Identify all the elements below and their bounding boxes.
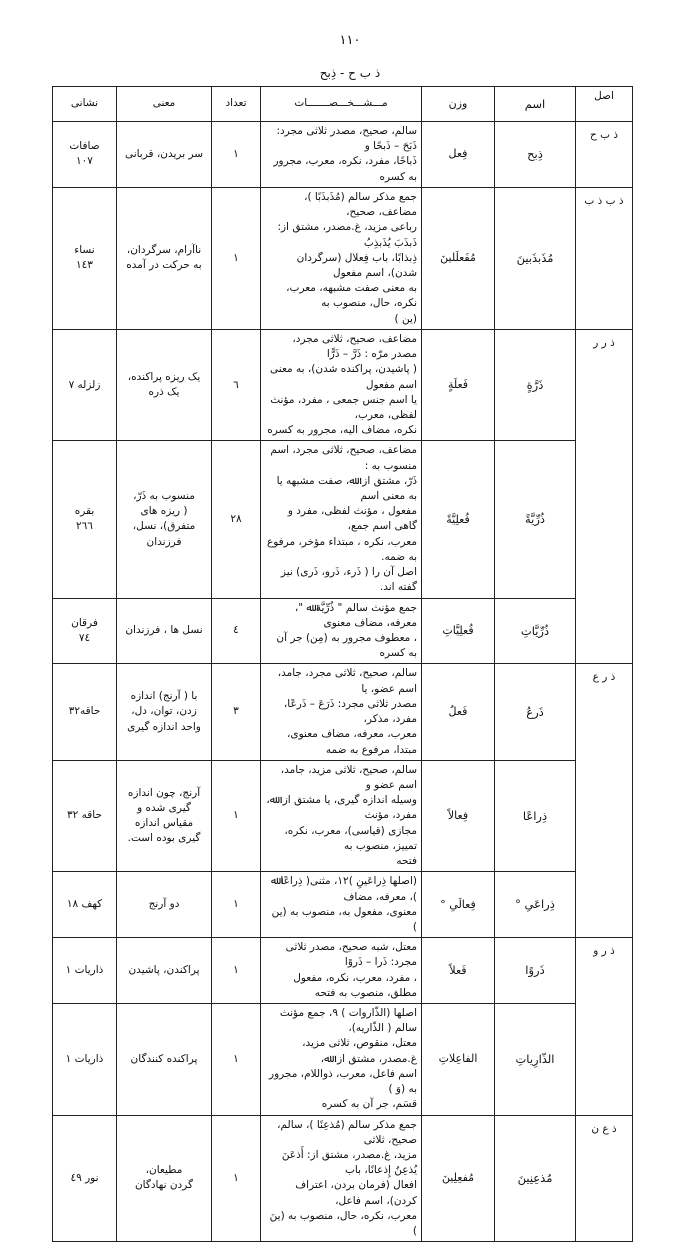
description-cell xyxy=(261,1004,422,1116)
word-cell: ذُرِّيَّةً xyxy=(495,441,576,598)
header-count: تعداد xyxy=(212,87,261,122)
meaning-cell xyxy=(117,598,212,664)
wazn-cell: فِعالَیِ ° xyxy=(422,872,495,938)
meaning-cell-line: منسوب به ذَرّ، xyxy=(133,490,195,503)
description-cell-line: مفعول ، مؤنث لفظی، مفرد و گاهی اسم جمع، xyxy=(287,505,417,533)
meaning-cell-line: گیری بوده است. xyxy=(127,832,201,845)
description-cell-line: معرب، نکره ، مبتداء مؤخر، مرفوع به ضمه. xyxy=(266,535,417,563)
reference-cell-line: ١٠٧ xyxy=(76,155,93,168)
meaning-cell-line: گردن نهادگان xyxy=(134,1179,194,1192)
word-cell: ذَروًا xyxy=(495,938,576,1004)
table-row xyxy=(53,598,633,664)
reference-cell xyxy=(53,441,117,598)
root-cell: ذ ب ذ ب xyxy=(576,187,633,329)
reference-cell-line: ٧٤ xyxy=(78,632,91,644)
meaning-cell-line: مقیاس اندازه xyxy=(134,817,194,830)
table-row xyxy=(53,664,633,760)
table-row xyxy=(53,441,633,598)
description-cell-line: سالم، صحیح، مصدر ثلاثی مجرد: ذَبَحَ – ذَبحًا و xyxy=(276,125,417,153)
table-row xyxy=(53,1004,633,1116)
description-cell xyxy=(261,187,422,329)
meaning-cell-line: یک ریزه پراکنده، xyxy=(127,370,201,383)
description-cell-line: معرب، نکره، حال، منصوب به (ینَ ) xyxy=(269,1209,417,1238)
description-cell xyxy=(261,329,422,441)
meaning-cell-line: به حرکت در آمده xyxy=(126,259,202,272)
wazn-cell: الفاعِلاتِ xyxy=(422,1004,495,1116)
description-cell-line: معنوی، مفعول به، منصوب به (ین ) xyxy=(271,905,417,933)
word-cell: مُذعِنِینَ xyxy=(495,1115,576,1242)
meaning-cell-line: یک ذره xyxy=(148,386,180,399)
reference-cell xyxy=(53,329,117,441)
description-cell-line: جمع مؤنث سالم " ذُرِّيَّة ﷲ "، معرفه، مضاف معنوی xyxy=(294,601,417,629)
description-cell-line: ، مفرد، معرب، نکره، مفعول مطلق، منصوب به فتحه xyxy=(293,971,417,999)
count-cell: ١ xyxy=(212,187,261,329)
description-cell-line: اسم فاعل، معرب، ذواللام، مجرور به (وَ ) xyxy=(269,1067,417,1096)
root-cell: ذ ع ن xyxy=(576,1115,633,1242)
description-cell xyxy=(261,664,422,760)
description-cell-line: ( پاشیدن، پراکنده شدن)، به معنی اسم مفعول xyxy=(270,363,417,391)
description-cell-line: سالم، صحیح، ثلاثی مجرد، جامد، اسم عضو، یا xyxy=(277,667,417,695)
description-cell-line: جمع مذکر سالم (مُذعِنًا )، سالم، صحیح، ثلاثی xyxy=(277,1118,417,1146)
wazn-cell: فَعلُ xyxy=(422,664,495,760)
description-cell-line: ذِبذابًا، باب فِعلال (سرگردان شدن)، اسم مفعول xyxy=(296,251,417,279)
meaning-cell-line: پراکندن، پاشیدن xyxy=(128,963,200,976)
description-cell-line: ذَباحًا، مفرد، نکره، معرب، مجرور به کسره xyxy=(273,155,417,183)
count-cell: ١ xyxy=(212,1004,261,1116)
meaning-cell xyxy=(117,1004,212,1116)
meaning-cell-line: سر بریدن، قربانی xyxy=(124,147,204,160)
description-cell-line: ذَرّ، مشتق از: ﷲ، صفت مشبهه یا به معنی اسم xyxy=(276,474,417,503)
meaning-cell-line: گیری شده و xyxy=(137,801,191,814)
table-row xyxy=(53,760,633,872)
reference-cell-line: صافات xyxy=(69,140,100,153)
root-cell: ذ ب ح xyxy=(576,122,633,188)
reference-cell-line: فرقان xyxy=(71,616,98,629)
word-cell: ذِراعًا xyxy=(495,760,576,872)
description-cell-line: فتحه xyxy=(396,855,417,868)
meaning-cell xyxy=(117,187,212,329)
table-row xyxy=(53,1115,633,1242)
description-cell-line: معتل، منقوص، ثلاثی مزید، غ.مصدر، مشتق از: ﷲ، xyxy=(302,1037,417,1065)
reference-cell-line: ذاریات ١ xyxy=(65,963,104,976)
wazn-cell: فَعلاً xyxy=(422,938,495,1004)
meaning-cell xyxy=(117,938,212,1004)
meaning-cell xyxy=(117,122,212,188)
count-cell: ٢٨ xyxy=(212,441,261,598)
table-row xyxy=(53,122,633,188)
description-cell-line: جمع مذکر سالم (مُذَبذَبًا )، مضاعف، صحیح، xyxy=(304,190,417,219)
description-cell-line: اصل آن را ( ذَرء، ذَرو، ذَری) نیز گفته اند. xyxy=(280,566,417,594)
table-row xyxy=(53,329,633,441)
count-cell: ٣ xyxy=(212,664,261,760)
reference-cell-line: بقره xyxy=(74,505,95,518)
meaning-cell-line: ناآرام، سرگردان، xyxy=(126,244,202,257)
description-cell-line: ، معطوف مجرور به (مِن) جر آن به کسره xyxy=(276,632,417,660)
reference-cell-line: حاقه٣٢ xyxy=(68,705,101,718)
description-cell-line: وسیله اندازه گیری، یا مشتق از: ﷲ، مفرد، مؤنث xyxy=(266,794,417,822)
word-cell: مُذَبذَبینَ xyxy=(495,187,576,329)
description-cell xyxy=(261,1115,422,1242)
meaning-cell-line: متفرق)، نسل، xyxy=(132,520,196,533)
word-cell: ذِراعَیِ ° xyxy=(495,872,576,938)
word-cell: ذُرِّيَّاتِ xyxy=(495,598,576,664)
meaning-cell xyxy=(117,1115,212,1242)
table-row xyxy=(53,938,633,1004)
description-cell-line: (ین ) xyxy=(394,312,417,325)
meaning-cell-line: مطیعان، xyxy=(145,1164,183,1177)
description-cell xyxy=(261,441,422,598)
description-cell-line: مصدر ثلاثی مجرد: ذَرَعَ – ذَرعًا، مفرد، مذکر، xyxy=(283,697,417,726)
wazn-cell: فَعلَةٍ xyxy=(422,329,495,441)
meaning-cell-line: آرنج، چون اندازه xyxy=(127,786,201,799)
reference-cell-line: نور ٤٩ xyxy=(70,1171,99,1184)
meaning-cell-line: زدن، توان، دل، xyxy=(131,705,197,718)
description-cell xyxy=(261,598,422,664)
count-cell: ١ xyxy=(212,872,261,938)
reference-cell-line: ذاریات ١ xyxy=(65,1052,104,1065)
description-cell-line: سالم، صحیح، ثلاثی مزید، جامد، اسم عضو و xyxy=(280,763,417,791)
meaning-cell-line: واحد اندازه گیری xyxy=(127,720,201,733)
meaning-cell xyxy=(117,760,212,872)
description-cell-line: یا اسم جنس جمعی ، مفرد، مؤنث لفظی، معرب، xyxy=(270,393,417,421)
root-cell: ذ ر ر xyxy=(576,329,633,664)
word-cell: ذَرَّةٍ xyxy=(495,329,576,441)
reference-cell-line: ٢٦٦ xyxy=(76,520,93,533)
description-cell-line: (اصلها ذِراعَینِ )١٢، مثنی( ذِراعًا ﷲ )، معرفه، مضاف xyxy=(270,875,417,903)
count-cell: ٤ xyxy=(212,598,261,664)
wazn-cell: فِعل xyxy=(422,122,495,188)
wazn-cell: مُفَعلَلينَ xyxy=(422,187,495,329)
reference-cell-line: نساء xyxy=(74,244,95,257)
wazn-cell: فِعالاً xyxy=(422,760,495,872)
wazn-cell: فُعلِيَّاتِ xyxy=(422,598,495,664)
reference-cell-line: کهف ١٨ xyxy=(66,898,103,911)
count-cell: ٦ xyxy=(212,329,261,441)
reference-cell-line: زلزله ٧ xyxy=(68,378,101,391)
description-cell-line: اصلها (الذّاروات ) ٩، جمع مؤنث سالم ( الذّاریه)، xyxy=(279,1007,417,1035)
table-row xyxy=(53,187,633,329)
description-cell xyxy=(261,122,422,188)
table-header-row xyxy=(53,87,633,122)
description-cell-line: معتل، شبه صحیح، مصدر ثلاثی مجرد: ذَرا – ذَروًا xyxy=(285,941,417,969)
page-title: ذ ب ح - ذِبح xyxy=(319,66,381,80)
meaning-cell-line: دو آرنج xyxy=(148,898,180,911)
meaning-cell-line: پراکنده کنندگان xyxy=(130,1052,198,1065)
word-cell: الذّارِیاتِ xyxy=(495,1004,576,1116)
header-wazn: وزن xyxy=(422,87,495,122)
meaning-cell-line: نسل ها ، فرزندان xyxy=(125,624,203,637)
description-cell-line: مزید، غ.مصدر، مشتق از: أَذعَنَ یُذعِنُ إِذعانًا، باب xyxy=(281,1149,417,1177)
reference-cell xyxy=(53,122,117,188)
header-word: اسم xyxy=(495,87,576,122)
page-number: ١١٠ xyxy=(339,33,361,48)
wazn-cell: مُفعِلِینَ xyxy=(422,1115,495,1242)
description-cell-line: افعال (فرمان بردن، اعتراف کردن)، اسم فاعل، xyxy=(295,1179,417,1207)
reference-cell-line: حاقه ٣٢ xyxy=(67,809,102,822)
description-cell-line: به معنی صفت مشبهه، معرب، نکره، حال، منصوب به xyxy=(286,282,417,310)
description-cell-line: مجازی (قیاسی)، معرب، نکره، تمییز، منصوب به xyxy=(284,824,417,852)
description-cell-line: معرب، معرفه، مضاف معنوی، مبتدا، مرفوع به ضمه xyxy=(287,728,417,756)
count-cell: ١ xyxy=(212,938,261,1004)
reference-cell xyxy=(53,598,117,664)
header-root: اصل xyxy=(576,87,633,122)
count-cell: ١ xyxy=(212,1115,261,1242)
meaning-cell-line: با ( آرنج) اندازه xyxy=(130,690,198,703)
reference-cell xyxy=(53,664,117,760)
header-description: مـــشـــخـــصـــــــات xyxy=(261,87,422,122)
description-cell-line: مضاعف، صحیح، ثلاثی مجرد، اسم منسوب به : xyxy=(270,444,417,472)
description-cell-line: قسَم، جر آن به کسره xyxy=(321,1098,417,1111)
meaning-cell xyxy=(117,329,212,441)
reference-cell xyxy=(53,760,117,872)
meaning-cell xyxy=(117,664,212,760)
description-cell-line: رباعی مزید، غ.مصدر، مشتق از: ذَبذَبَ یُذَبذِبُ xyxy=(277,221,417,249)
lexicon-table xyxy=(52,86,633,1242)
meaning-cell-line: ( ریزه های xyxy=(140,505,188,518)
header-reference: نشانی xyxy=(53,87,117,122)
count-cell: ١ xyxy=(212,122,261,188)
reference-cell-line: ١٤٣ xyxy=(76,259,93,272)
reference-cell xyxy=(53,187,117,329)
header-meaning: معنی xyxy=(117,87,212,122)
description-cell-line: نکره، مضاف الیه، مجرور به کسره xyxy=(267,424,417,437)
reference-cell xyxy=(53,1004,117,1116)
meaning-cell xyxy=(117,441,212,598)
word-cell: ذَرعُ xyxy=(495,664,576,760)
reference-cell xyxy=(53,1115,117,1242)
root-cell: ذ ر و xyxy=(576,938,633,1115)
description-cell-line: مضاعف، صحیح، ثلاثی مجرد، مصدر مرّه : ذَرَّ – ذَرًّا xyxy=(292,332,417,361)
word-cell: ذِبح xyxy=(495,122,576,188)
meaning-cell-line: فرزندان xyxy=(146,535,182,548)
count-cell: ١ xyxy=(212,760,261,872)
root-cell: ذ ر ع xyxy=(576,664,633,938)
description-cell xyxy=(261,938,422,1004)
wazn-cell: فُعلِيَّةً xyxy=(422,441,495,598)
description-cell xyxy=(261,760,422,872)
reference-cell xyxy=(53,938,117,1004)
